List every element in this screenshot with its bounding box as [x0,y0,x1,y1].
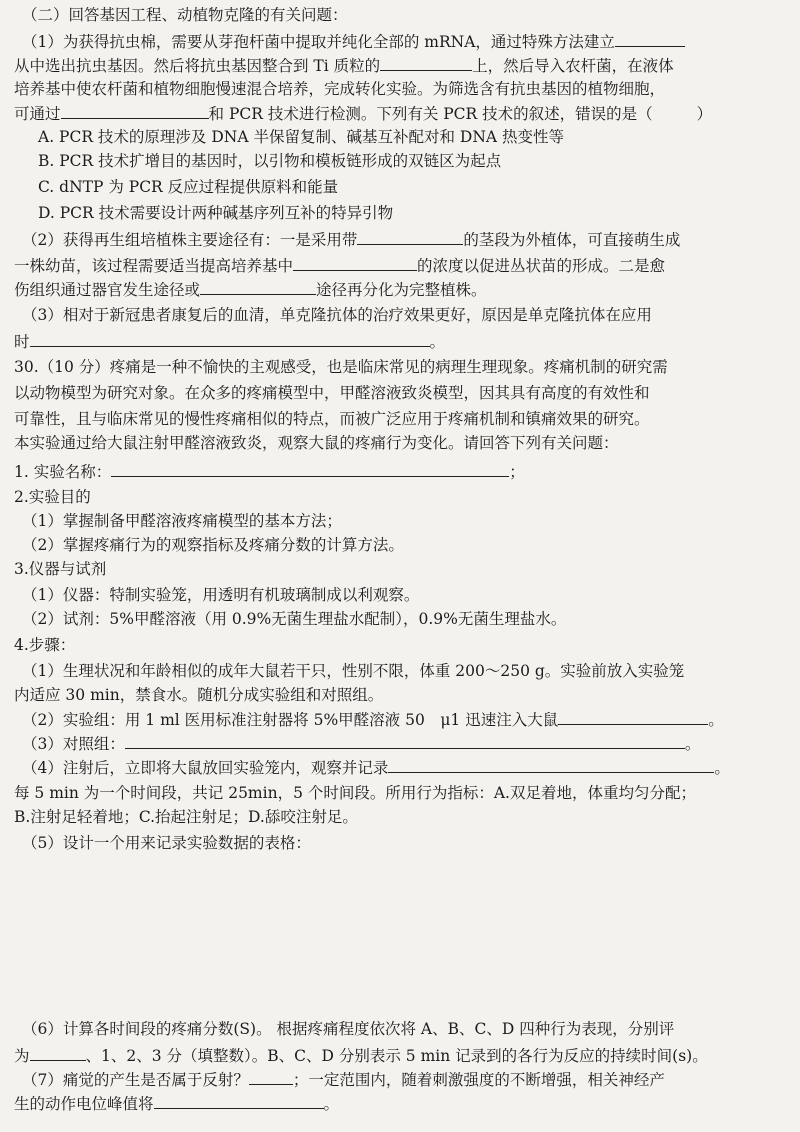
q30-intro-2: 以动物模型为研究对象。在众多的疼痛模型中，甲醛溶液致炎模型，因其具有高度的有效性和 [14,384,650,402]
blank-experiment-name[interactable] [111,460,509,477]
blank-peak[interactable] [154,1092,324,1109]
q3-line-2: 时 。 [14,330,445,353]
step-4-line-3: B.注射足轻着地；C.抬起注射足；D.舔咬注射足。 [14,808,358,826]
q1-line-2: 从中选出抗虫基因。然后将抗虫基因整合到 Ti 质粒的 上，然后导入农杆菌，在液体 [14,54,674,77]
heading-steps: 4.步骤： [14,636,76,654]
q3-line-1: （3）相对于新冠患者康复后的血清，单克隆抗体的治疗效果更好，原因是单克隆抗体在应用 [22,306,652,324]
blank-inject-site[interactable] [558,708,708,725]
option-d: D. PCR 技术需要设计两种碱基序列互补的特异引物 [38,204,394,222]
q2-blank-hormone[interactable] [293,254,417,271]
q1-line-1: （1）为获得抗虫棉，需要从芽孢杆菌中提取并纯化全部的 mRNA，通过特殊方法建立 [22,30,685,53]
q2-line-3: 伤组织通过器官发生途径或 途径再分化为完整植株。 [14,278,487,301]
equipment-1: （1）仪器：特制实验笼，用透明有机玻璃制成以利观察。 [22,586,420,604]
step-6-line-2: 为 、1、2、3 分（填整数）。B、C、D 分别表示 5 min 记录到的各行为反应的持续时间(s)。 [14,1044,708,1067]
section-title: （二）回答基因工程、动植物克隆的有关问题： [22,6,348,24]
q1-blank-ti[interactable] [380,54,472,71]
q30-intro-3: 可靠性，且与临床常见的慢性疼痛相似的特点，而被广泛应用于疼痛机制和镇痛效果的研究。 [14,410,650,428]
step-7-line-2: 生的动作电位峰值将 。 [14,1092,339,1115]
step-2: （2）实验组：用 1 ml 医用标准注射器将 5%甲醛溶液 50 μ1 迅速注入大鼠 。 [22,708,724,731]
heading-purpose: 2.实验目的 [14,488,91,506]
option-c: C. dNTP 为 PCR 反应过程提供原料和能量 [38,178,339,196]
blank-reflex[interactable] [249,1068,293,1085]
q1-line-4: 可通过 和 PCR 技术进行检测。下列有关 PCR 技术的叙述，错误的是（ ） [14,102,712,125]
blank-record[interactable] [388,756,714,773]
heading-equipment: 3.仪器与试剂 [14,560,107,578]
blank-score-a[interactable] [30,1044,86,1061]
step-6-line-1: （6）计算各时间段的疼痛分数(S)。 根据疼痛程度依次将 A、B、C、D 四种行为表现，分别评 [22,1020,675,1038]
purpose-1: （1）掌握制备甲醛溶液疼痛模型的基本方法； [22,512,342,530]
q30-intro-1: 30.（10 分）疼痛是一种不愉快的主观感受，也是临床常见的病理生理现象。疼痛机制的研究需 [14,358,668,376]
option-a: A. PCR 技术的原理涉及 DNA 半保留复制、碱基互补配对和 DNA 热变性等 [38,128,565,146]
experiment-name: 1. 实验名称： ； [14,460,525,483]
step-1-line-1: （1）生理状况和年龄相似的成年大鼠若干只，性别不限，体重 200～250 g。实验前放入实验笼 [22,662,685,680]
step-7-line-1: （7）痛觉的产生是否属于反射？ ；一定范围内，随着刺激强度的不断增强，相关神经产 [22,1068,665,1091]
purpose-2: （2）掌握疼痛行为的观察指标及疼痛分数的计算方法。 [22,536,404,554]
q1-blank-detect[interactable] [61,102,209,119]
q2-line-1: （2）获得再生组培植株主要途径有：一是采用带 的茎段为外植体，可直接萌生成 [22,228,680,251]
q1-blank-library[interactable] [615,30,685,47]
q2-blank-pathway[interactable] [200,278,316,295]
step-4-line-1: （4）注射后，立即将大鼠放回实验笼内，观察并记录 。 [22,756,730,779]
option-b: B. PCR 技术扩增目的基因时，以引物和模板链形成的双链区为起点 [38,152,502,170]
q2-line-2: 一株幼苗，该过程需要适当提高培养基中 的浓度以促进丛状苗的形成。二是愈 [14,254,665,277]
q30-intro-4: 本实验通过给大鼠注射甲醛溶液致炎，观察大鼠的疼痛行为变化。请回答下列有关问题： [14,434,619,452]
step-3: （3）对照组： 。 [22,732,700,755]
step-1-line-2: 内适应 30 min，禁食水。随机分成实验组和对照组。 [14,686,384,704]
step-4-line-2: 每 5 min 为一个时间段，共记 25min，5 个时间段。所用行为指标：A.双足着地，体重均匀分配； [14,784,696,802]
q2-blank-stem[interactable] [357,228,463,245]
blank-control-group[interactable] [125,732,685,749]
equipment-2: （2）试剂：5%甲醛溶液（用 0.9%无菌生理盐水配制），0.9%无菌生理盐水。 [22,610,567,628]
q3-blank-reason[interactable] [30,330,430,347]
step-5: （5）设计一个用来记录实验数据的表格： [22,834,311,852]
q1-line-3: 培养基中使农杆菌和植物细胞慢速混合培养，完成转化实验。为筛选含有抗虫基因的植物细胞， [14,80,666,98]
